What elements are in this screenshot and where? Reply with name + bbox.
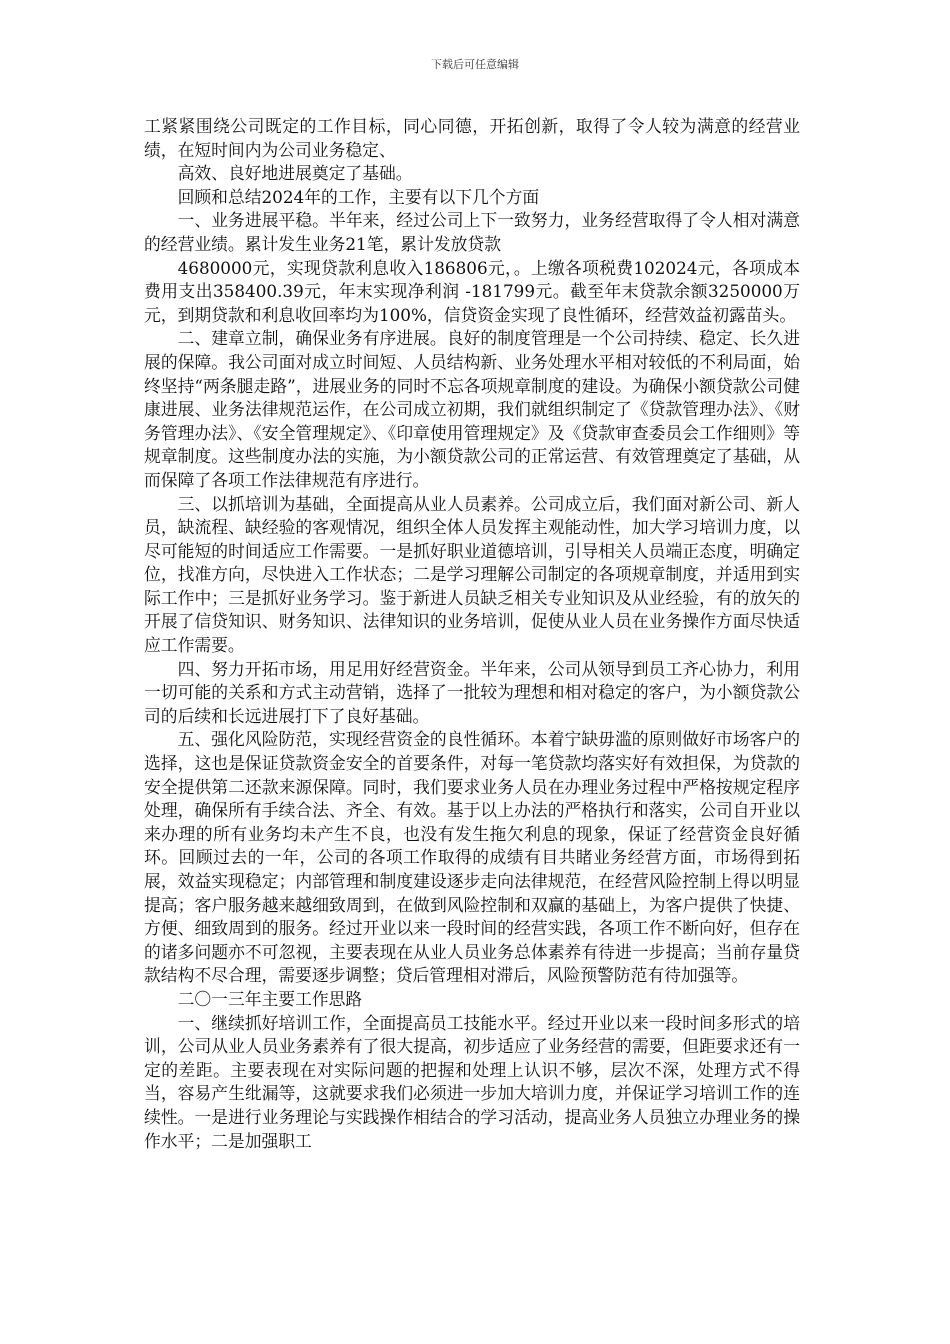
paragraph-1: 工紧紧围绕公司既定的工作目标，同心同德，开拓创新，取得了令人较为满意的经营业绩，在短时间内为公司业务稳定、 [144, 116, 800, 160]
page-header-note: 下载后可任意编辑 [431, 58, 519, 71]
paragraph-8: 四、努力开拓市场，用足用好经营资金。半年来，公司从领导到员工齐心协力，利用一切可能的关系和方式主动营销，选择了一批较为理想和相对稳定的客户，为小额贷款公司的后续和长远进展打下了良好基础。 [144, 658, 800, 726]
document-body [144, 115, 800, 1153]
paragraph-10: 一、继续抓好培训工作，全面提高员工技能水平。经过开业以来一段时间多形式的培训，公司从业人员业务素养有了很大提高，初步适应了业务经营的需要，但距要求还有一定的差距。主要表现在对实际问题的把握和处理上认识不够，层次不深，处理方式不得当，容易产生纰漏等，这就要求我们必须进一步加大培训力度，并保证学习培训工作的连续性。一是进行业务理论与实践操作相结合的学习活动，提高业务人员独立办理业务的操作水平；二是加强职工 [144, 1012, 800, 1151]
paragraph-4: 一、业务进展平稳。半年来，经过公司上下一致努力，业务经营取得了令人相对满意的经营业绩。累计发生业务21笔，累计发放贷款 [144, 210, 800, 254]
paragraph-7: 三、以抓培训为基础，全面提高从业人员素养。公司成立后，我们面对新公司、新人员，缺流程、缺经验的客观情况，组织全体人员发挥主观能动性，加大学习培训力度，以尽可能短的时间适应工作需要。一是抓好职业道德培训，引导相关人员端正态度，明确定位，找准方向，尽快进入工作状态；二是学习理解公司制定的各项规章制度，并适用到实际工作中；三是抓好业务学习。鉴于新进人员缺乏相关专业知识及从业经验，有的放矢的开展了信贷知识、财务知识、法律知识的业务培训，促使从业人员在业务操作方面尽快适应工作需要。 [144, 493, 800, 656]
section-heading: 二〇一三年主要工作思路 [177, 988, 363, 1009]
paragraph-2: 高效、良好地进展奠定了基础。 [177, 163, 413, 184]
paragraph-9: 五、强化风险防范，实现经营资金的良性循环。本着宁缺毋滥的原则做好市场客户的选择，这也是保证贷款资金安全的首要条件，对每一笔贷款均落实好有效担保，为贷款的安全提供第二还款来源保障。同时，我们要求业务人员在办理业务过程中严格按规定程序处理，确保所有手续合法、齐全、有效。基于以上办法的严格执行和落实，公司自开业以来办理的所有业务均未产生不良，也没有发生拖欠利息的现象，保证了经营资金良好循环。回顾过去的一年，公司的各项工作取得的成绩有目共睹业务经营方面，市场得到拓展，效益实现稳定；内部管理和制度建设逐步走向法律规范，在经营风险控制上得以明显提高；客户服务越来越细致周到，在做到风险控制和双赢的基础上，为客户提供了快捷、方便、细致周到的服务。经过开业以来一段时间的经营实践，各项工作不断向好，但存在的诸多问题亦不可忽视，主要表现在从业人员业务总体素养有待进一步提高；当前存量贷款结构不尽合理，需要逐步调整；贷后管理相对滞后，风险预警防范有待加强等。 [144, 729, 800, 986]
paragraph-6: 二、建章立制，确保业务有序进展。良好的制度管理是一个公司持续、稳定、长久进展的保障。我公司面对成立时间短、人员结构新、业务处理水平相对较低的不利局面，始终坚持“两条腿走路”，进展业务的同时不忘各项规章制度的建设。为确保小额贷款公司健康进展、业务法律规范运作，在公司成立初期，我们就组织制定了《贷款管理办法》、《财务管理办法》、《安全管理规定》、《印章使用管理规定》及《贷款审查委员会工作细则》等规章制度。这些制度办法的实施，为小额贷款公司的正常运营、有效管理奠定了基础，从而保障了各项工作法律规范有序进行。 [144, 328, 800, 490]
paragraph-5: 4680000元，实现贷款利息收入186806元，。上缴各项税费102024元，各项成本费用支出358400.39元，年末实现净利润 -181799元。截至年末贷款余额3250000万元，到期贷款和利息收回率均为100%，信贷资金实现了良性循环，经营效益初露苗头。 [144, 257, 800, 325]
paragraph-3: 回顾和总结2024年的工作，主要有以下几个方面 [177, 186, 540, 207]
